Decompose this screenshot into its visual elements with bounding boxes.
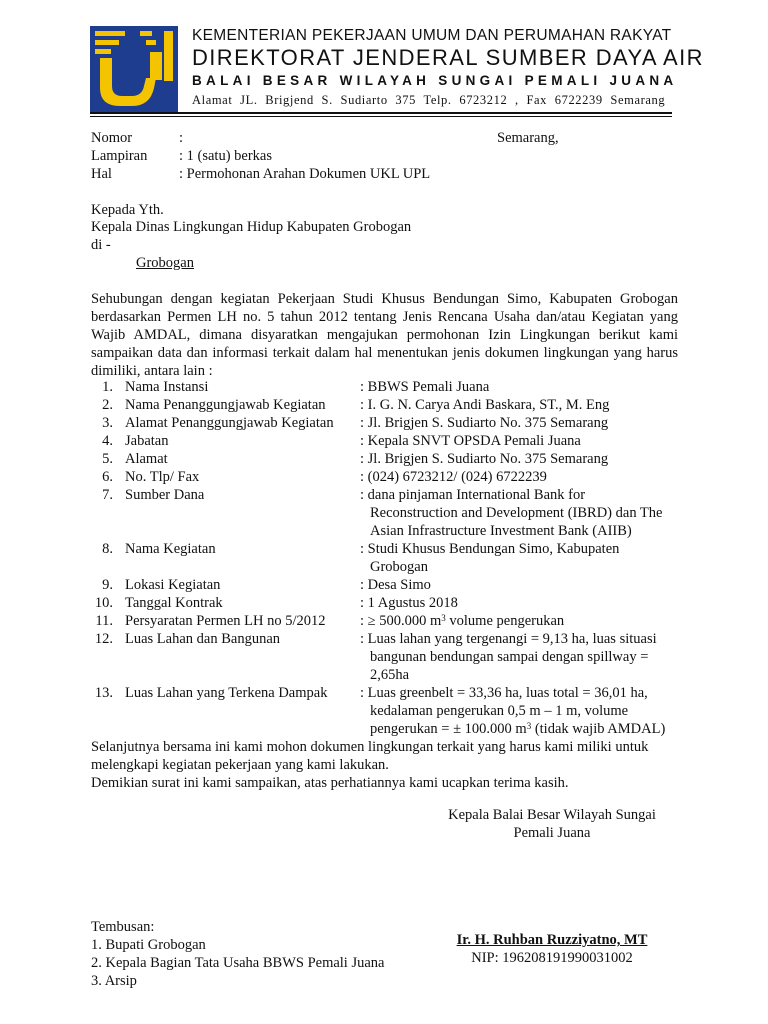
superscript: 3 [441, 613, 446, 623]
pupr-logo-icon [90, 26, 178, 112]
nomor-value: : [179, 130, 184, 146]
list-item-value-cont: Asian Infrastructure Investment Bank (AIIB) [370, 523, 632, 539]
list-item-label: Nama Penanggungjawab Kegiatan [125, 397, 326, 413]
list-item-value-cont: kedalaman pengerukan 0,5 m – 1 m, volume [370, 703, 629, 719]
list-item-value: : Kepala SNVT OPSDA Pemali Juana [360, 433, 581, 449]
list-item-label: Sumber Dana [125, 487, 205, 503]
list-item-value: : Luas lahan yang tergenangi = 9,13 ha, luas situasi [360, 631, 657, 647]
list-item-value: : Jl. Brigjen S. Sudiarto No. 375 Semarang [360, 415, 609, 431]
list-item-value: : BBWS Pemali Juana [360, 379, 490, 395]
signatory-name: Ir. H. Ruhban Ruzziyatno, MT [456, 932, 648, 948]
list-item-number: 2. [102, 397, 113, 413]
tembusan-item: 2. Kepala Bagian Tata Usaha BBWS Pemali Juana [91, 955, 385, 971]
signature-title-line2: Pemali Juana [513, 825, 591, 841]
list-item-number: 3. [102, 415, 113, 431]
tembusan-item: 1. Bupati Grobogan [91, 937, 206, 953]
list-item-value: : (024) 6723212/ (024) 6722239 [360, 469, 547, 485]
list-item-number: 6. [102, 469, 113, 485]
tembusan-item: 3. Arsip [91, 973, 137, 989]
letterhead [192, 26, 704, 109]
superscript: 3 [526, 721, 532, 731]
list-item-value: : Studi Khusus Bendungan Simo, Kabupaten [360, 541, 620, 557]
list-item-label: Nama Kegiatan [125, 541, 216, 557]
list-item-number: 4. [102, 433, 113, 449]
signature-title [432, 806, 672, 842]
list-item-value: : I. G. N. Carya Andi Baskara, ST., M. Eng [360, 397, 610, 413]
list-item-value: : dana pinjaman International Bank for [360, 487, 586, 503]
closing-thanks: Demikian surat ini kami sampaikan, atas perhatiannya kami ucapkan terima kasih. [91, 775, 569, 791]
list-item-label: Alamat Penanggungjawab Kegiatan [125, 415, 334, 431]
list-item-number: 5. [102, 451, 113, 467]
list-item-number: 11. [95, 613, 113, 629]
office-address: Alamat JL. Brigjend S. Sudiarto 375 Telp. 6723212 , Fax 6722239 Semarang [192, 93, 666, 107]
value-text: pengerukan = ± 100.000 m [370, 721, 527, 737]
list-item-number: 8. [102, 541, 113, 557]
value-text: : ≥ 500.000 m [360, 613, 442, 629]
list-item-label: Persyaratan Permen LH no 5/2012 [125, 613, 326, 629]
list-item-label: Lokasi Kegiatan [125, 577, 221, 593]
lampiran-value: : 1 (satu) berkas [179, 148, 273, 164]
list-item-label: No. Tlp/ Fax [125, 469, 200, 485]
list-item-label: Luas Lahan dan Bangunan [125, 631, 281, 647]
list-item-number: 7. [102, 487, 113, 503]
tembusan-heading: Tembusan: [91, 919, 155, 935]
list-item-value-cont: 2,65ha [370, 667, 410, 683]
directorate-name: DIREKTORAT JENDERAL SUMBER DAYA AIR [192, 45, 704, 70]
list-item-label: Luas Lahan yang Terkena Dampak [125, 685, 328, 701]
list-item-number: 1. [102, 379, 113, 395]
value-text-tail: volume pengerukan [445, 613, 565, 629]
signature-title-line1: Kepala Balai Besar Wilayah Sungai [448, 807, 656, 823]
list-item-value-cont: Reconstruction and Development (IBRD) dan The [370, 505, 663, 521]
list-item-value-cont: bangunan bendungan sampai dengan spillway = [370, 649, 649, 665]
list-item-value: : Jl. Brigjen S. Sudiarto No. 375 Semarang [360, 451, 609, 467]
recipient-di: di - [91, 237, 111, 253]
nomor-label: Nomor [91, 130, 133, 146]
hal-label: Hal [91, 166, 112, 182]
office-name: BALAI BESAR WILAYAH SUNGAI PEMALI JUANA [192, 73, 678, 88]
list-item-number: 10. [94, 595, 113, 611]
list-item-number: 13. [94, 685, 113, 701]
signatory-nip: NIP: 196208191990031002 [471, 950, 633, 966]
list-item-number: 9. [102, 577, 113, 593]
ministry-name: KEMENTERIAN PEKERJAAN UMUM DAN PERUMAHAN RAKYAT [192, 27, 672, 44]
list-item-label: Alamat [125, 451, 168, 467]
place-date: Semarang, [497, 130, 559, 146]
list-item-value: : Luas greenbelt = 33,36 ha, luas total = 36,01 ha, [360, 685, 648, 701]
list-item-value-cont: Grobogan [370, 559, 428, 575]
recipient-city: Grobogan [136, 255, 194, 271]
list-item-value: : Desa Simo [360, 577, 431, 593]
list-item-number: 12. [94, 631, 113, 647]
recipient-greeting: Kepada Yth. [91, 202, 164, 218]
hal-value: : Permohonan Arahan Dokumen UKL UPL [179, 166, 431, 182]
header-divider [90, 112, 672, 114]
lampiran-label: Lampiran [91, 148, 148, 164]
list-item-value-cont [370, 720, 690, 738]
list-item-value: : 1 Agustus 2018 [360, 595, 458, 611]
recipient-name: Kepala Dinas Lingkungan Hidup Kabupaten Grobogan [91, 219, 412, 235]
list-item-label: Jabatan [125, 433, 169, 449]
list-item-value [360, 612, 680, 630]
intro-paragraph: Sehubungan dengan kegiatan Pekerjaan Studi Khusus Bendungan Simo, Kabupaten Grobogan berdasarkan Permen LH no. 5 tahun 2012 tentang Jenis Rencana Usaha dan/atau Kegiatan yang Wajib AMDAL, dimana disyaratkan mengajukan permohonan Izin Lingkungan berikut kami sampaikan data dan informasi terkait dalam hal menentukan jenis dokumen lingkungan yang harus dimiliki, antara lain : [91, 291, 678, 379]
list-item-label: Nama Instansi [125, 379, 209, 395]
value-text-tail: (tidak wajib AMDAL) [531, 721, 666, 737]
header-divider-thin [90, 116, 672, 117]
closing-paragraph: Selanjutnya bersama ini kami mohon dokumen lingkungan terkait yang harus kami miliki untuk melengkapi kegiatan pekerjaan yang kami lakukan. [91, 739, 649, 773]
signature-block [432, 931, 672, 967]
list-item-label: Tanggal Kontrak [125, 595, 223, 611]
